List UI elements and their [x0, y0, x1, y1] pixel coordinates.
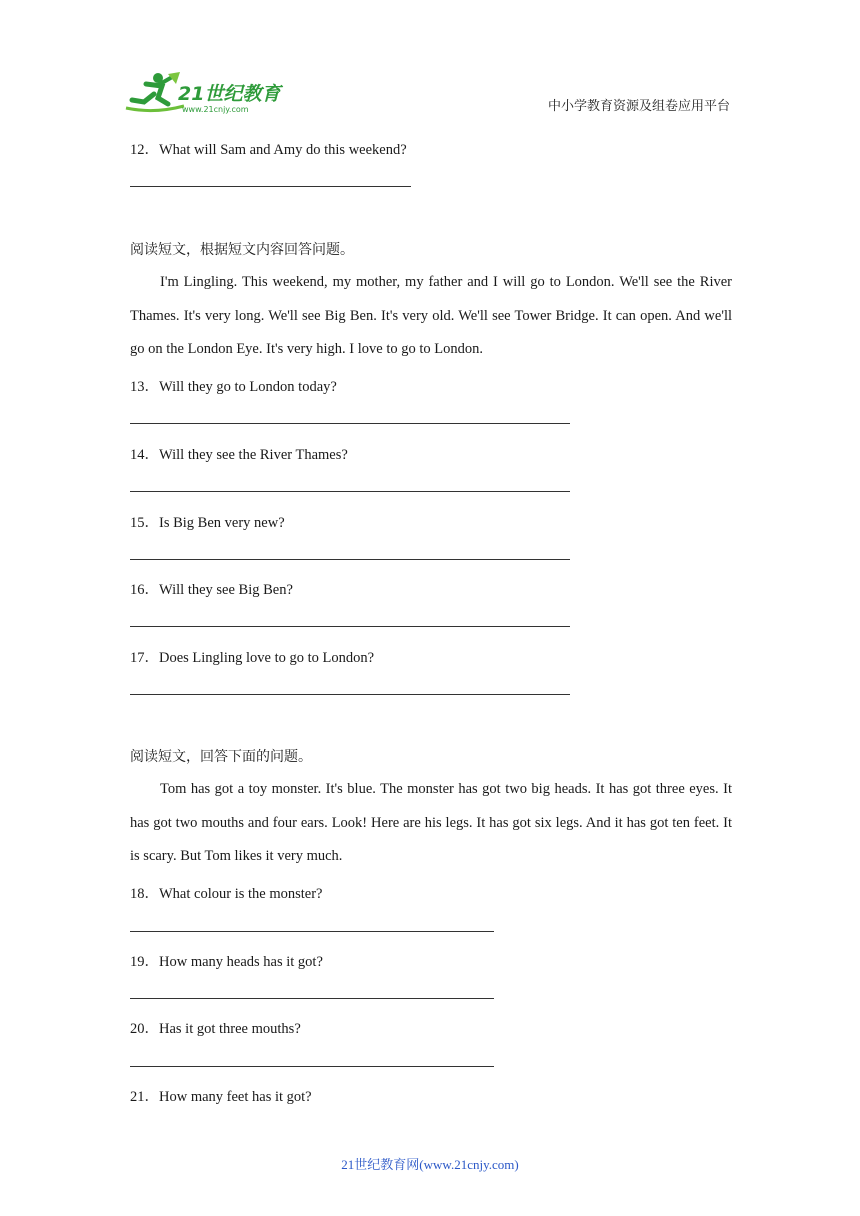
question-19: 19．How many heads has it got?: [130, 954, 323, 970]
answer-line-20[interactable]: [130, 1066, 494, 1067]
question-21: 21．How many feet has it got?: [130, 1089, 312, 1105]
question-15: 15．Is Big Ben very new?: [130, 515, 285, 531]
answer-line-16[interactable]: [130, 626, 570, 627]
answer-line-15[interactable]: [130, 559, 570, 560]
logo-url: www.21cnjy.com: [182, 105, 249, 114]
site-logo: [124, 70, 289, 114]
question-16: 16．Will they see Big Ben?: [130, 582, 293, 598]
answer-line-19[interactable]: [130, 998, 494, 999]
question-14: 14．Will they see the River Thames?: [130, 447, 348, 463]
section2-heading: 阅读短文，回答下面的问题。: [130, 749, 312, 765]
runner-icon: [126, 72, 184, 111]
answer-line-12[interactable]: [130, 186, 411, 187]
question-13: 13．Will they go to London today?: [130, 379, 337, 395]
question-20: 20．Has it got three mouths?: [130, 1021, 301, 1037]
question-17: 17．Does Lingling love to go to London?: [130, 650, 375, 666]
question-12: 12．What will Sam and Amy do this weekend?: [130, 142, 407, 158]
answer-line-17[interactable]: [130, 694, 570, 695]
answer-line-18[interactable]: [130, 931, 494, 932]
footer-link[interactable]: 21世纪教育网(www.21cnjy.com): [341, 1157, 519, 1172]
section1-heading: 阅读短文，根据短文内容回答问题。: [130, 242, 354, 258]
question-18: 18．What colour is the monster?: [130, 886, 323, 902]
answer-line-14[interactable]: [130, 491, 570, 492]
section2-passage: Tom has got a toy monster. It's blue. The monster has got two big heads. It has got three eyes. It has got two mouths and four ears. Look! Here are his legs. It has got six legs. And it has got ten feet. It is scary. But Tom likes it very much.: [130, 781, 732, 865]
section1-passage: I'm Lingling. This weekend, my mother, my father and I will go to London. We'll see the River Thames. It's very long. We'll see Big Ben. It's very old. We'll see Tower Bridge. It can open. And we'll go on the London Eye. It's very high. I love to go to London.: [130, 274, 732, 358]
answer-line-13[interactable]: [130, 423, 570, 424]
platform-tagline: 中小学教育资源及组卷应用平台: [547, 99, 730, 114]
logo-text: 21世纪教育: [178, 83, 281, 105]
